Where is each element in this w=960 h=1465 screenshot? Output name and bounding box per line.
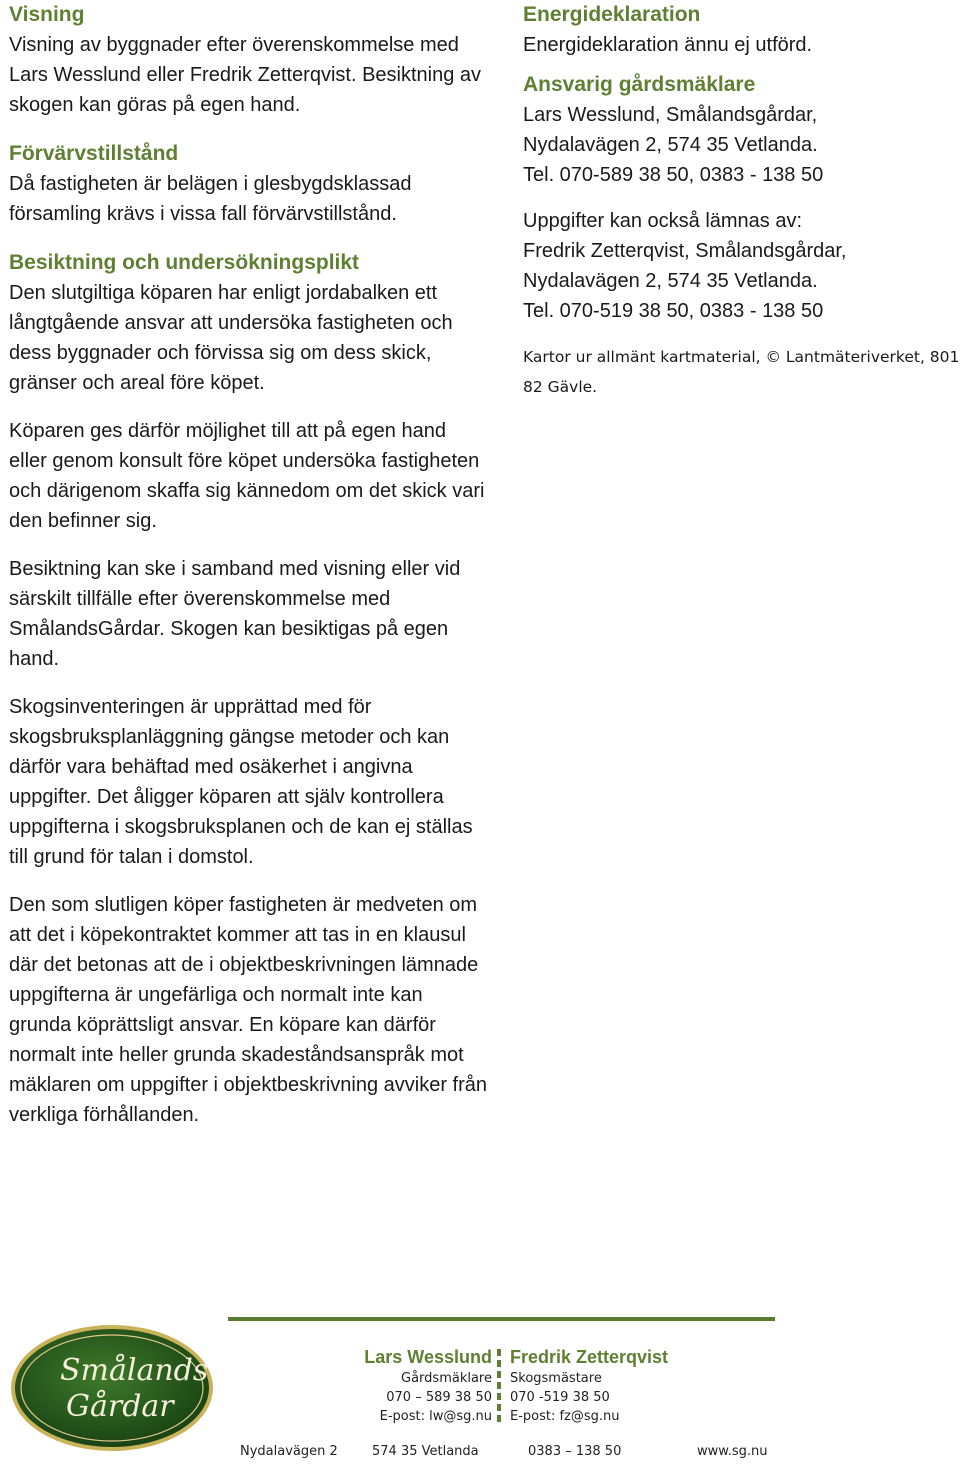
ansvarig-line-2: Nydalavägen 2, 574 35 Vetlanda. xyxy=(523,134,818,156)
contact-phone: 070 -519 38 50 xyxy=(510,1390,610,1405)
contact-lars xyxy=(356,1345,492,1426)
contact-fredrik xyxy=(510,1345,730,1426)
section-ansvarig-maklare xyxy=(523,70,960,190)
heading-besiktning: Besiktning och undersökningsplikt xyxy=(9,251,360,274)
contact-email[interactable]: E-post: lw@sg.nu xyxy=(379,1409,492,1424)
footer-website-link[interactable]: www.sg.nu xyxy=(697,1444,768,1459)
section-uppgifter xyxy=(523,206,960,326)
left-column xyxy=(9,0,489,1148)
text-forvarvstillstand: Då fastigheten är belägen i glesbygdsklassad församling krävs i vissa fall förvärvstillstånd. xyxy=(9,173,412,225)
footer-postal: 574 35 Vetlanda xyxy=(372,1444,479,1459)
logo-text-line2: Gårdar xyxy=(66,1389,174,1424)
contact-email[interactable]: E-post: fz@sg.nu xyxy=(510,1409,620,1424)
heading-forvarvstillstand: Förvärvstillstånd xyxy=(9,142,179,165)
uppgifter-line-1: Fredrik Zetterqvist, Smålandsgårdar, xyxy=(523,240,847,262)
paragraph-besiktning-visning: Besiktning kan ske i samband med visning eller vid särskilt tillfälle efter överenskommelse med SmålandsGårdar. Skogen kan besiktigas på egen hand. xyxy=(9,558,461,670)
section-besiktning xyxy=(9,248,489,1130)
paragraph-undersokningsplikt: Den slutgiltiga köparen har enligt jordabalken ett långtgående ansvar att undersöka fastigheten och dess byggnader och förvissa sig om dess skick, gränser och areal före köpet. xyxy=(9,282,453,394)
heading-energideklaration: Energideklaration xyxy=(523,3,701,26)
heading-ansvarig-maklare: Ansvarig gårdsmäklare xyxy=(523,73,756,96)
paragraph-kopekontrakt: Den som slutligen köper fastigheten är medveten om att det i köpekontraktet kommer att tas in en klausul där det betonas att de i objektbeskrivningen lämnade uppgifterna är ungefärliga och normalt inte kan grunda köprättsligt ansvar. En köpare kan därför normalt inte heller grunda skadeståndsanspråk mot mäklaren om uppgifter i objektbeskrivning avviker från verkliga förhållanden. xyxy=(9,894,487,1126)
ansvarig-line-1: Lars Wesslund, Smålandsgårdar, xyxy=(523,104,818,126)
footer-divider xyxy=(228,1317,775,1321)
text-visning: Visning av byggnader efter överenskommelse med Lars Wesslund eller Fredrik Zetterqvist. Besiktning av skogen kan göras på egen hand. xyxy=(9,34,482,116)
contact-phone: 070 – 589 38 50 xyxy=(386,1390,492,1405)
section-energideklaration xyxy=(523,0,960,60)
right-column xyxy=(523,0,960,402)
footer-phone: 0383 – 138 50 xyxy=(528,1444,622,1459)
contact-role: Gårdsmäklare xyxy=(401,1371,492,1386)
kartor-credit: Kartor ur allmänt kartmaterial, © Lantmäteriverket, 801 82 Gävle. xyxy=(523,348,960,396)
logo-text-line1: Smålands xyxy=(60,1353,209,1388)
uppgifter-intro: Uppgifter kan också lämnas av: xyxy=(523,210,803,232)
paragraph-skogsinventering: Skogsinventeringen är upprättad med för skogsbruksplanläggning gängse metoder och kan därför vara behäftad med osäkerhet i angivna uppgifter. Det åligger köparen att själv kontrollera uppgifterna i skogsbruksplanen och de kan ej ställas till grund för talan i domstol. xyxy=(9,696,473,868)
section-forvarv xyxy=(9,139,489,229)
uppgifter-line-3: Tel. 070-519 38 50, 0383 - 138 50 xyxy=(523,300,824,322)
uppgifter-line-2: Nydalavägen 2, 574 35 Vetlanda. xyxy=(523,270,818,292)
heading-visning: Visning xyxy=(9,3,85,26)
ansvarig-line-3: Tel. 070-589 38 50, 0383 - 138 50 xyxy=(523,164,824,186)
section-visning xyxy=(9,0,489,120)
smalands-gardar-logo xyxy=(8,1322,216,1459)
footer-address: Nydalavägen 2 xyxy=(240,1444,338,1459)
contact-name: Fredrik Zetterqvist xyxy=(510,1347,669,1367)
text-energideklaration: Energideklaration ännu ej utförd. xyxy=(523,34,813,56)
paragraph-kopare-mojlighet: Köparen ges därför möjlighet till att på egen hand eller genom konsult före köpet undersöka fastigheten och därigenom skaffa sig kännedom om det skick vari den befinner sig. xyxy=(9,420,485,532)
contact-separator xyxy=(497,1349,502,1426)
contact-role: Skogsmästare xyxy=(510,1371,602,1386)
contact-name: Lars Wesslund xyxy=(364,1347,492,1367)
